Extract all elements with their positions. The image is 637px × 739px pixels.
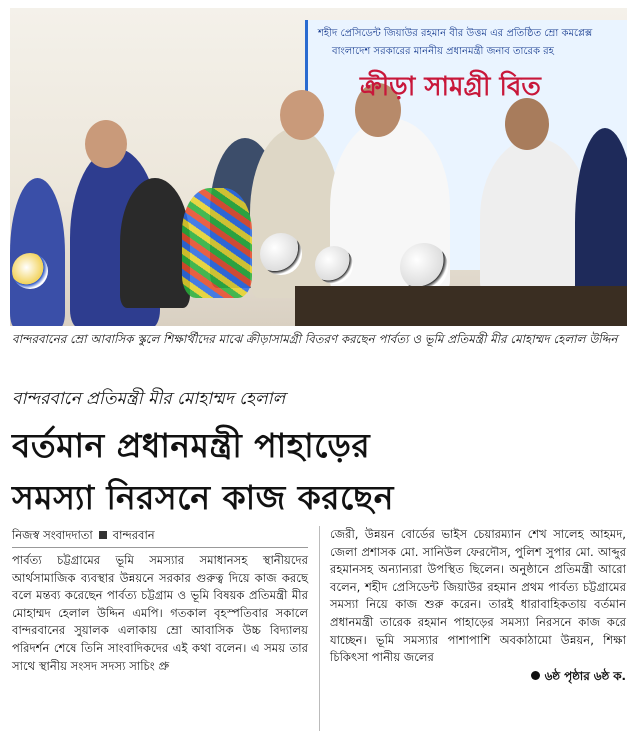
person-head [85, 120, 127, 168]
news-photo [10, 8, 627, 326]
football-icon [315, 246, 353, 284]
dateline-location: বান্দরবান [112, 528, 155, 542]
article-column-left [12, 526, 308, 675]
article-column-right [330, 526, 626, 685]
continued-on [330, 667, 626, 685]
person-figure [10, 178, 65, 326]
banner-line-1: শহীদ প্রেসিডেন্ট জিয়াউর রহমান বীর উত্তম এর প্রতিষ্ঠিত ম্রো কমপ্লেক্স [318, 28, 593, 39]
table [295, 286, 627, 326]
banner-title: ক্রীড়া সামগ্রী বিত [360, 72, 541, 102]
banner-line-2: বাংলাদেশ সরকারের মাননীয় প্রধানমন্ত্রী জনাব তারেক রহ [332, 46, 554, 57]
photo-caption: বান্দরবানের ম্রো আবাসিক স্কুলে শিক্ষার্থীদের মাঝে ক্রীড়াসামগ্রী বিতরণ করছেন পার্বত্য ও ভূমি প্রতিমন্ত্রী মীর মোহাম্মদ হেলাল উদ্দিন [12, 332, 618, 346]
person-figure [480, 138, 590, 298]
continued-text: ৬ষ্ঠ পৃষ্ঠার ৬ষ্ঠ ক. [544, 668, 626, 683]
volleyball-icon [12, 253, 48, 289]
football-icon [260, 233, 302, 275]
person-figure [120, 178, 190, 308]
byline [12, 526, 308, 548]
hula-hoops [182, 188, 252, 298]
person-head [280, 90, 324, 140]
square-bullet-icon [99, 531, 107, 539]
article-body-right: জেরী, উন্নয়ন বোর্ডের ভাইস চেয়ারম্যান শেখ সালেহ আহমদ, জেলা প্রশাসক মো. সানিউল ফেরদৌস, পুলিশ সুপার মো. আব্দুর রহমানসহ অন্যান্যরা উপস্থিত ছিলেন। অনুষ্ঠানে প্রতিমন্ত্রী আরো বলেন, শহীদ প্রেসিডেন্ট জিয়াউর রহমান প্রথম পার্বত্য চট্টগ্রামের সমস্যা নিয়ে কাজ শুরু করেন। তারই ধারাবাহিকতায় বর্তমান প্রধানমন্ত্রী তারেক রহমান পাহাড়ের সমস্যা নিরসনে কাজ করে যাচ্ছেন। ভূমি সমস্যার পাশাপাশি অবকাঠামো উন্নয়ন, শিক্ষা চিকিৎসা পানীয় জলের [330, 527, 626, 665]
headline-line-1: বর্তমান প্রধানমন্ত্রী পাহাড়ের [12, 426, 371, 465]
article-body-left: পার্বত্য চট্টগ্রামের ভূমি সমস্যার সমাধানসহ স্থানীয়দের আর্থসামাজিক ব্যবস্থার উন্নয়নে সরকার গুরুত্ব দিয়ে কাজ করছে বলে মন্তব্য করেছেন পার্বত্য চট্টগ্রাম ও ভূমি বিষয়ক প্রতিমন্ত্রী মীর মোহাম্মদ হেলাল উদ্দিন এমপি। গতকাল বৃহস্পতিবার সকালে বান্দরবানের সুয়ালক এলাকায় ম্রো আবাসিক উচ্চ বিদ্যালয় পরিদর্শন শেষে তিনি সাংবাদিকদের এই কথা বলেন। এ সময় তার সাথে স্থানীয় সংসদ সদস্য সাচিং প্রু [12, 553, 308, 673]
bullet-icon [531, 671, 540, 680]
subheadline: বান্দরবানে প্রতিমন্ত্রী মীর মোহাম্মদ হেলাল [12, 389, 286, 409]
football-icon [400, 243, 448, 291]
headline-line-2: সমস্যা নিরসনে কাজ করছেন [12, 478, 394, 517]
column-divider [319, 526, 320, 731]
reporter-name: নিজস্ব সংবাদদাতা [12, 528, 93, 542]
